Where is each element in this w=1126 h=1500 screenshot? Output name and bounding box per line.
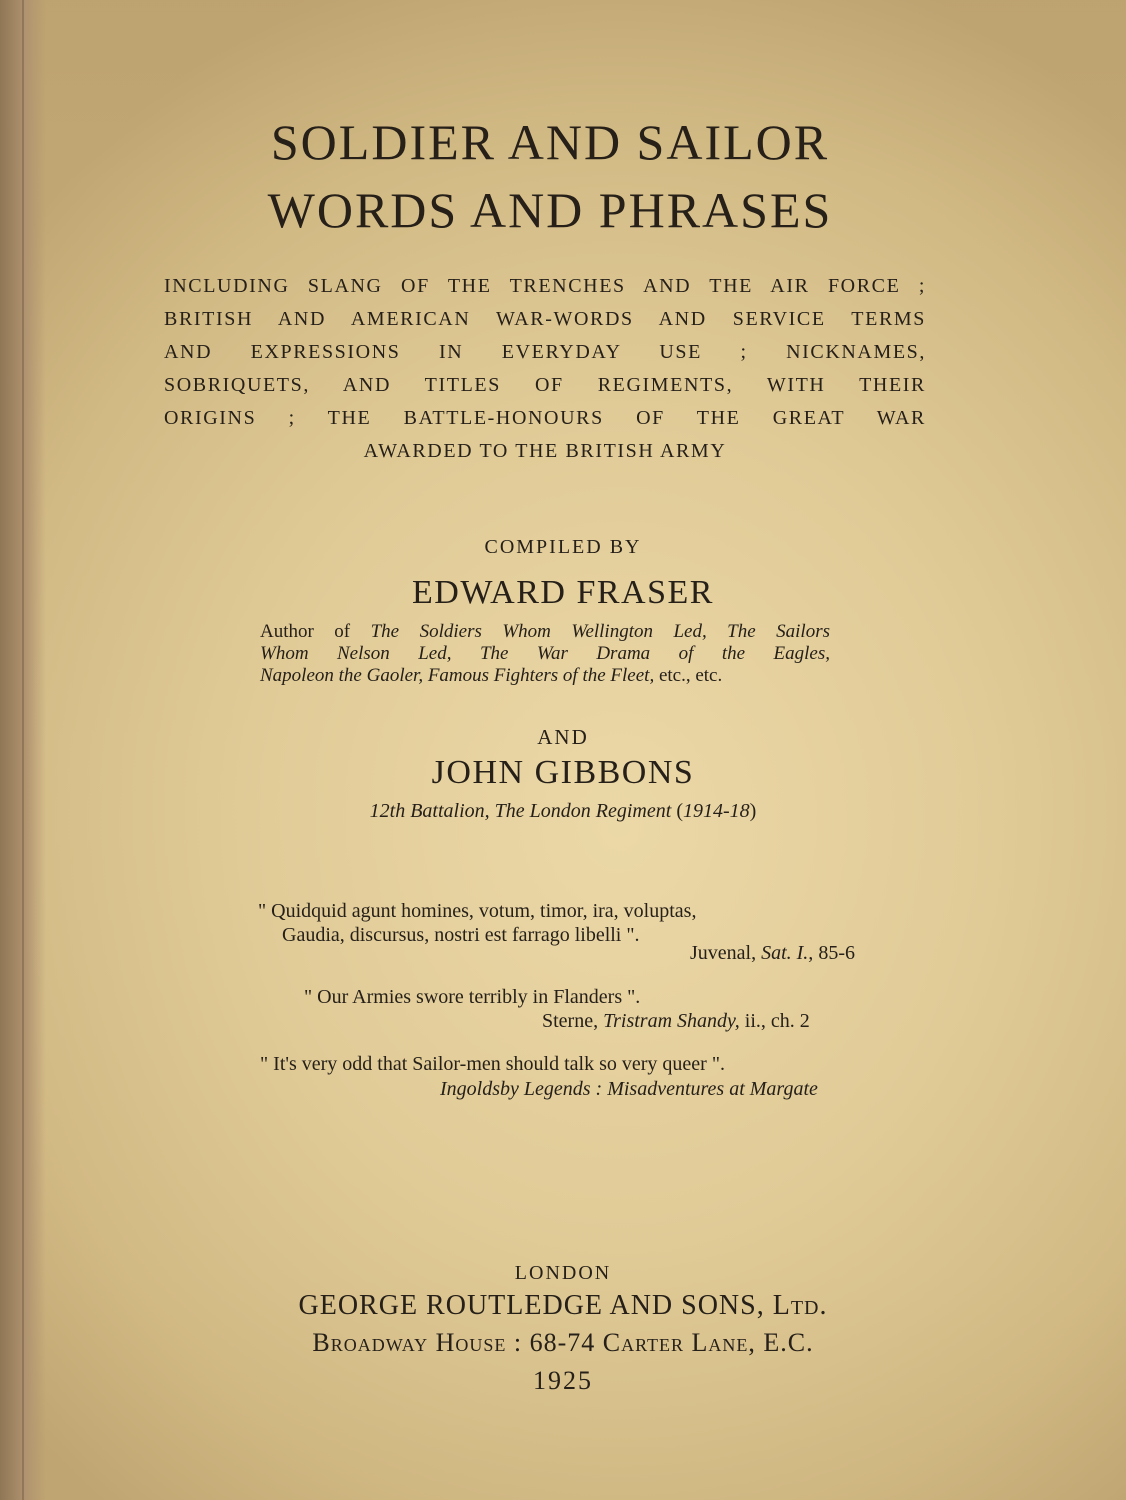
subtitle-line-6: AWARDED TO THE BRITISH ARMY <box>363 440 727 462</box>
book-title <box>170 108 930 244</box>
works-line-2 <box>260 643 830 665</box>
imprint-publisher: GEORGE ROUTLEDGE AND SONS, Ltd. <box>298 1290 828 1321</box>
works-title-1: The Soldiers Whom Wellington Led, The Sailors <box>370 621 830 642</box>
author-2-regiment: 12th Battalion, The London Regiment (1914-18) <box>369 800 757 822</box>
quote-1-line-2: Gaudia, discursus, nostri est farrago libelli ". <box>282 924 640 946</box>
book-subtitle <box>164 270 926 468</box>
author-1-name: EDWARD FRASER <box>412 574 714 611</box>
works-title-2: Whom Nelson Led, The War Drama of the Eagles, <box>260 643 830 664</box>
quote-1-source-author: Juvenal, <box>690 942 762 964</box>
quote-3-line-1: " It's very odd that Sailor-men should talk so very queer ". <box>260 1053 725 1075</box>
author-1-works <box>260 621 830 687</box>
book-title-line-2: WORDS AND PHRASES <box>267 182 833 238</box>
quote-1-source-ref: 85-6 <box>813 942 855 964</box>
works-prefix: Author of <box>260 621 371 642</box>
compiled-by-label: COMPILED BY <box>484 536 642 558</box>
quote-2-source-work: Tristram Shandy, <box>603 1010 740 1032</box>
regiment-years: 1914-18 <box>682 800 750 822</box>
subtitle-line-4: SOBRIQUETS, AND TITLES OF REGIMENTS, WITH THEIR <box>164 374 926 396</box>
works-title-3: Napoleon the Gaoler, Famous Fighters of the Fleet, <box>260 665 655 686</box>
works-suffix: etc., etc. <box>654 665 723 686</box>
subtitle-line-2: BRITISH AND AMERICAN WAR-WORDS AND SERVICE TERMS <box>164 308 926 330</box>
regiment-name: 12th Battalion, The London Regiment <box>369 800 672 822</box>
quote-3-source: Ingoldsby Legends : Misadventures at Margate <box>440 1078 818 1100</box>
quote-2-source-ref: ii., ch. 2 <box>739 1010 810 1032</box>
subtitle-line-3: AND EXPRESSIONS IN EVERYDAY USE ; NICKNAMES, <box>164 341 926 363</box>
book-title-line-1: SOLDIER AND SAILOR <box>270 114 830 170</box>
quote-1-source-work: Sat. I., <box>761 942 814 964</box>
quote-2-line-1: " Our Armies swore terribly in Flanders ". <box>304 986 641 1008</box>
quote-2-source-author: Sterne, <box>542 1010 604 1032</box>
subtitle-line-5: ORIGINS ; THE BATTLE-HONOURS OF THE GREAT WAR <box>164 407 926 429</box>
works-line-3 <box>260 665 830 687</box>
works-line-1 <box>260 621 830 643</box>
quote-1-source <box>690 941 855 965</box>
imprint-address: Broadway House : 68-74 Carter Lane, E.C. <box>312 1328 814 1357</box>
quote-2-source <box>542 1009 810 1033</box>
author-2-name: JOHN GIBBONS <box>431 754 695 791</box>
and-label: AND <box>537 725 589 749</box>
quote-1-line-1: " Quidquid agunt homines, votum, timor, ira, voluptas, <box>258 900 697 922</box>
subtitle-line-1: INCLUDING SLANG OF THE TRENCHES AND THE AIR FORCE ; <box>164 275 926 297</box>
imprint-year: 1925 <box>533 1366 593 1395</box>
imprint-city: LONDON <box>514 1262 612 1284</box>
